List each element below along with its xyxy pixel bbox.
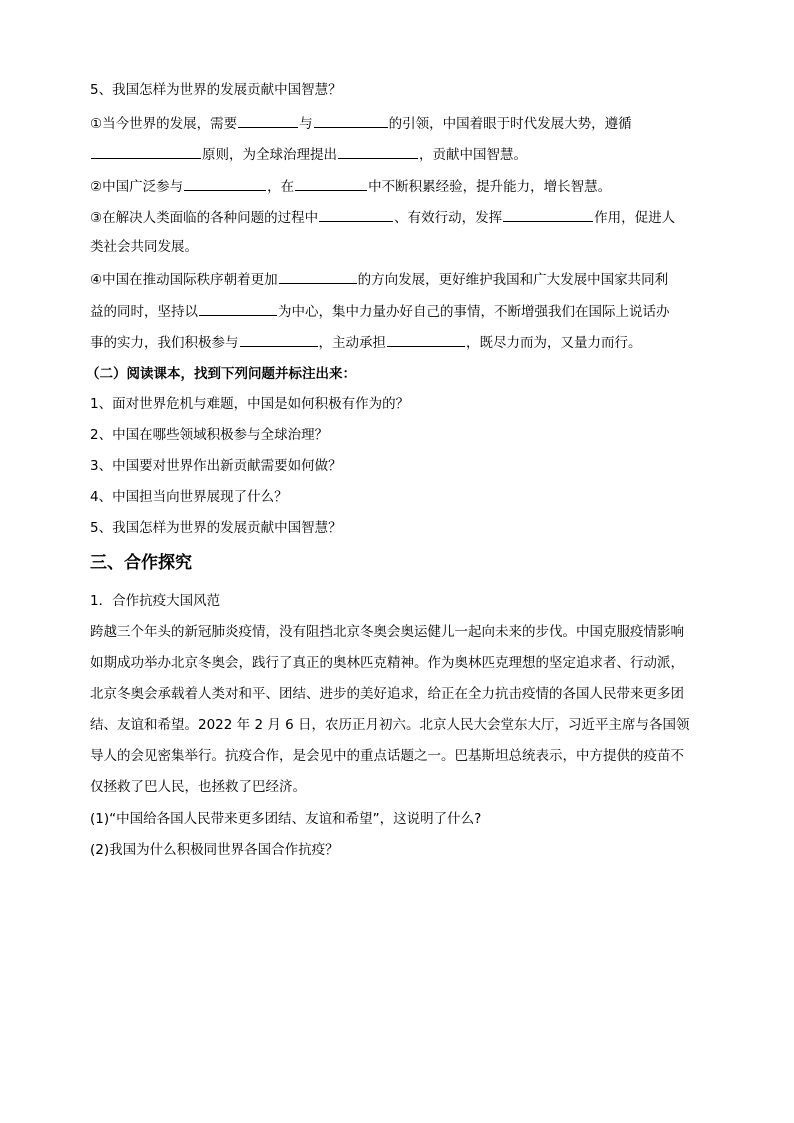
reading-question-3: 3、中国要对世界作出新贡献需要如何做？ xyxy=(90,458,342,474)
p1-text-a: ①当今世界的发展，需要 xyxy=(90,116,238,132)
p4-text-c: 益的同时，坚持以 xyxy=(90,304,198,320)
passage-line-4: 结、友谊和希望。2022 年 2 月 6 日，农历正月初六。北京人民大会堂东大厅，习近平主席与各国领 xyxy=(90,717,690,733)
p3-text-b: 、有效行动，发挥 xyxy=(394,210,503,226)
paragraph-4-line-2 xyxy=(90,300,710,322)
paragraph-4-line-3 xyxy=(90,331,710,353)
paragraph-3-line-1 xyxy=(90,206,710,228)
question-5-title: 5、我国怎样为世界的发展贡献中国智慧？ xyxy=(90,82,342,98)
p2-text-a: ②中国广泛参与 xyxy=(90,179,184,195)
paragraph-2 xyxy=(90,175,710,197)
paragraph-1-line-1 xyxy=(90,112,710,134)
exploration-question-2: (2)我国为什么积极同世界各国合作抗疫？ xyxy=(90,842,339,858)
blank-8[interactable] xyxy=(503,206,593,222)
paragraph-3-line-2: 类社会共同发展。 xyxy=(90,239,198,255)
blank-9[interactable] xyxy=(279,268,357,284)
p3-text-a: ③在解决人类面临的各种问题的过程中 xyxy=(90,210,319,226)
section-two-heading: （二）阅读课本，找到下列问题并标注出来： xyxy=(86,366,356,382)
p4-text-d: 为中心，集中力量办好自己的事情，不断增强我们在国际上说话办 xyxy=(278,304,670,320)
blank-12[interactable] xyxy=(387,331,465,347)
reading-question-4: 4、中国担当向世界展现了什么？ xyxy=(90,489,288,505)
passage-line-6: 仅拯救了巴人民，也拯救了巴经济。 xyxy=(90,779,306,795)
p1-text-e: ，贡献中国智慧。 xyxy=(419,147,527,163)
blank-5[interactable] xyxy=(184,175,266,191)
blank-7[interactable] xyxy=(319,206,393,222)
paragraph-4-line-1 xyxy=(90,268,710,290)
passage-line-5: 导人的会见密集举行。抗疫合作，是会见中的重点话题之一。巴基斯坦总统表示，中方提供的疫苗不 xyxy=(90,748,684,764)
p1-text-c: 的引领，中国着眼于时代发展大势，遵循 xyxy=(388,116,632,132)
p4-text-e: 事的实力，我们积极参与 xyxy=(90,335,239,351)
section-three-heading: 三、合作探究 xyxy=(90,553,192,573)
blank-6[interactable] xyxy=(295,175,367,191)
p3-text-c: 作用，促进人 xyxy=(594,210,676,226)
blank-2[interactable] xyxy=(314,112,388,128)
passage-line-3: 北京冬奥会承载着人类对和平、团结、进步的美好追求，给正在全力抗击疫情的各国人民带来更多团 xyxy=(90,686,684,702)
blank-4[interactable] xyxy=(338,143,418,159)
reading-question-2: 2、中国在哪些领域积极参与全球治理？ xyxy=(90,427,329,443)
blank-11[interactable] xyxy=(240,331,318,347)
p4-text-b: 的方向发展，更好维护我国和广大发展中国家共同利 xyxy=(357,272,669,288)
p2-text-c: 中不断积累经验，提升能力，增长智慧。 xyxy=(368,179,612,195)
p4-text-a: ④中国在推动国际秩序朝着更加 xyxy=(90,272,278,288)
p1-text-d: 原则，为全球治理提出 xyxy=(202,147,337,163)
reading-question-1: 1、面对世界危机与难题，中国是如何积极有作为的？ xyxy=(90,396,410,412)
blank-10[interactable] xyxy=(199,300,277,316)
passage-line-2: 如期成功举办北京冬奥会，践行了真正的奥林匹克精神。作为奥林匹克理想的坚定追求者、行动派， xyxy=(90,655,684,671)
blank-1[interactable] xyxy=(238,112,298,128)
p1-text-b: 与 xyxy=(299,116,313,132)
p4-text-g: ，既尽力而为，又量力而行。 xyxy=(466,335,642,351)
paragraph-1-line-2 xyxy=(90,143,710,165)
exploration-question-1: (1)“中国给各国人民带来更多团结、友谊和希望”，这说明了什么? xyxy=(90,811,482,827)
reading-question-5: 5、我国怎样为世界的发展贡献中国智慧？ xyxy=(90,520,342,536)
p4-text-f: ，主动承担 xyxy=(318,335,386,351)
passage-line-1: 跨越三个年头的新冠肺炎疫情，没有阻挡北京冬奥会奥运健儿一起向未来的步伐。中国克服疫情影响 xyxy=(90,624,684,640)
case-title: 1．合作抗疫大国风范 xyxy=(90,593,221,609)
p2-text-b: ，在 xyxy=(267,179,295,195)
blank-3[interactable] xyxy=(91,143,201,159)
